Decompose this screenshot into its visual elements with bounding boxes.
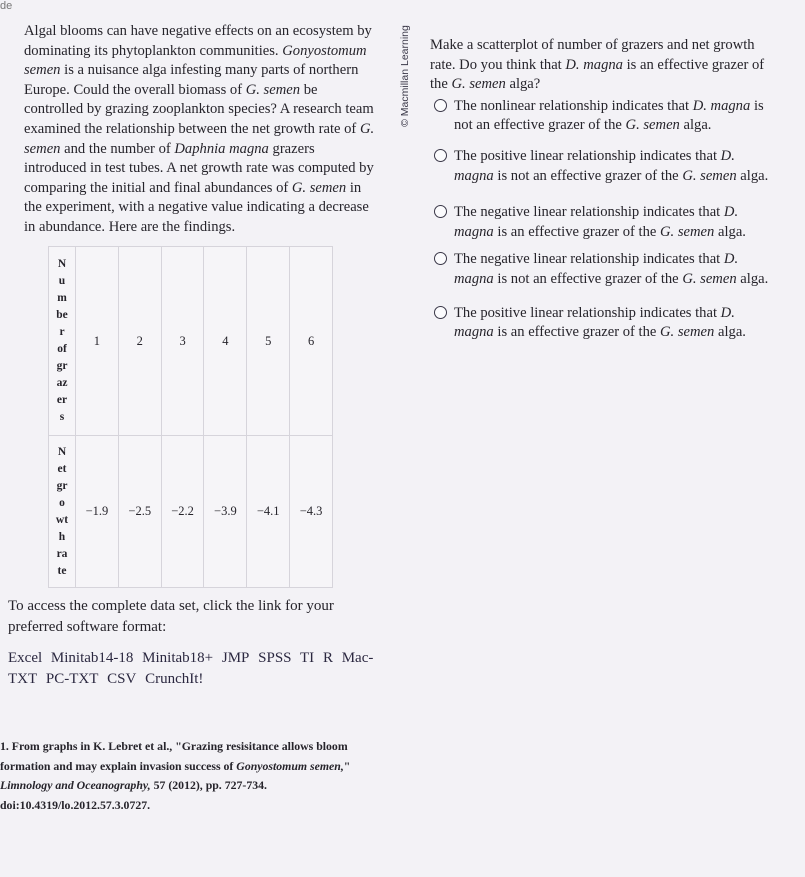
species-name: G. semen (682, 270, 737, 287)
table-cell: 3 (161, 247, 204, 436)
data-table (48, 246, 333, 588)
question-prompt (430, 36, 775, 95)
species-name: D. magna (454, 251, 739, 287)
link-r[interactable]: R (322, 650, 333, 666)
option-text: alga. (740, 270, 769, 287)
radio-icon[interactable] (434, 99, 447, 112)
answer-option-2[interactable] (430, 147, 775, 186)
footnote-text: 1. From graphs in K. Lebret et al., "Grazing resisitance allows bloom formation and may explain invasion success of (0, 739, 348, 773)
radio-icon[interactable] (434, 205, 447, 218)
copyright-bar (392, 0, 418, 877)
option-text: alga. (683, 117, 712, 134)
table-cell: −1.9 (76, 436, 119, 588)
prompt-text: is an effective grazer of the (430, 56, 765, 93)
species-name: D. magna (565, 56, 623, 73)
link-csv[interactable]: CSV (107, 671, 137, 687)
table-cell: 1 (76, 247, 119, 436)
link-spss[interactable]: SPSS (258, 650, 292, 666)
table-cell: −4.1 (247, 436, 290, 588)
prompt-text: alga? (509, 76, 541, 93)
intro-text: Algal blooms can have negative effects on an ecosystem by dominating its phytoplankton communities. (24, 23, 372, 59)
intro-text: be controlled by grazing zooplankton species? A research team examined the relationship between the net growth rate of (24, 81, 374, 137)
intro-text: and the number of (64, 140, 171, 157)
species-name: D. magna (692, 97, 751, 114)
table-cell: 2 (118, 247, 161, 436)
copyright-text: © Macmillan Learning (399, 25, 411, 127)
link-ti[interactable]: TI (300, 650, 315, 666)
species-name: D. magna (454, 204, 739, 240)
answer-option-4[interactable] (430, 250, 775, 289)
corner-fragment: de (0, 0, 13, 12)
species-name: G. semen (291, 179, 347, 196)
footnote-journal: Limnology and Oceanography, (0, 778, 151, 792)
footnote-title: Gonyostomum semen, (236, 758, 344, 773)
intro-text: is a nuisance alga infesting many parts of northern Europe. Could the overall biomass of (24, 62, 359, 98)
intro-paragraph (24, 22, 379, 238)
species-name: Daphnia magna (174, 140, 269, 157)
link-jmp[interactable]: JMP (221, 650, 250, 666)
link-minitab18[interactable]: Minitab18+ (142, 650, 214, 666)
species-name: G. semen (24, 120, 375, 157)
option-text: is not an effective grazer of the (497, 270, 679, 287)
species-name: G. semen (245, 81, 301, 98)
table-cell: 6 (290, 247, 333, 436)
species-name: G. semen (625, 117, 680, 134)
option-text: is not an effective grazer of the (497, 167, 679, 184)
access-text: To access the complete data set, click the link for your preferred software format: (8, 598, 334, 635)
species-name: D. magna (454, 304, 735, 341)
option-text: The positive linear relationship indicates that (454, 304, 718, 321)
question-panel (430, 36, 775, 343)
option-text: is an effective grazer of the (497, 324, 657, 341)
species-name: G. semen (660, 223, 715, 240)
link-pc-txt[interactable]: PC-TXT (45, 671, 99, 687)
table-cell: 4 (204, 247, 247, 436)
option-text: The nonlinear relationship indicates that (454, 97, 690, 114)
radio-icon[interactable] (434, 306, 447, 319)
footnote-text: 57 (2012), pp. 727-734. doi:10.4319/lo.2012.57.3.0727. (0, 778, 267, 812)
option-text: is an effective grazer of the (497, 223, 657, 240)
row-header: N et gr o wt h ra te (49, 436, 76, 588)
option-text: alga. (740, 167, 769, 184)
option-text: The negative linear relationship indicates that (454, 251, 721, 268)
download-links (8, 648, 388, 690)
answer-option-1[interactable] (430, 97, 775, 136)
option-text: The positive linear relationship indicates that (454, 147, 718, 164)
species-name: G. semen (451, 76, 506, 93)
footnote-text: " (343, 758, 351, 773)
option-text: The negative linear relationship indicates that (454, 204, 721, 221)
table-row (49, 247, 333, 436)
table-cell: −4.3 (290, 436, 333, 588)
row-header: N u m be r of gr az er s (49, 247, 76, 436)
option-text: is not an effective grazer of the (454, 97, 764, 134)
table-cell: 5 (247, 247, 290, 436)
footnote (0, 737, 380, 815)
link-crunchit[interactable]: CrunchIt! (145, 671, 204, 687)
radio-icon[interactable] (434, 252, 447, 265)
radio-icon[interactable] (434, 149, 447, 162)
table-cell: −2.2 (161, 436, 204, 588)
link-minitab14-18[interactable]: Minitab14-18 (50, 650, 134, 666)
option-text: alga. (717, 324, 746, 341)
prompt-text: Make a scatterplot of number of grazers and net growth rate. Do you think that (430, 37, 755, 73)
link-excel[interactable]: Excel (8, 650, 43, 666)
species-name: G. semen (682, 167, 737, 184)
species-name: G. semen (660, 324, 715, 341)
intro-text: in the experiment, with a negative value indicating a decrease in abundance. Here are the findings. (24, 179, 369, 235)
link-mac-txt[interactable]: Mac-TXT (8, 650, 374, 687)
species-name: Gonyostomum semen (24, 42, 367, 79)
species-name: D. magna (454, 147, 735, 184)
intro-text: grazers introduced in test tubes. A net growth rate was computed by comparing the initial and final abundances of (24, 140, 374, 196)
table-cell: −3.9 (204, 436, 247, 588)
answer-option-5[interactable] (430, 304, 775, 343)
problem-panel (0, 0, 395, 877)
option-text: alga. (717, 223, 746, 240)
table-row (49, 436, 333, 588)
answer-option-3[interactable] (430, 203, 775, 242)
table-cell: −2.5 (118, 436, 161, 588)
